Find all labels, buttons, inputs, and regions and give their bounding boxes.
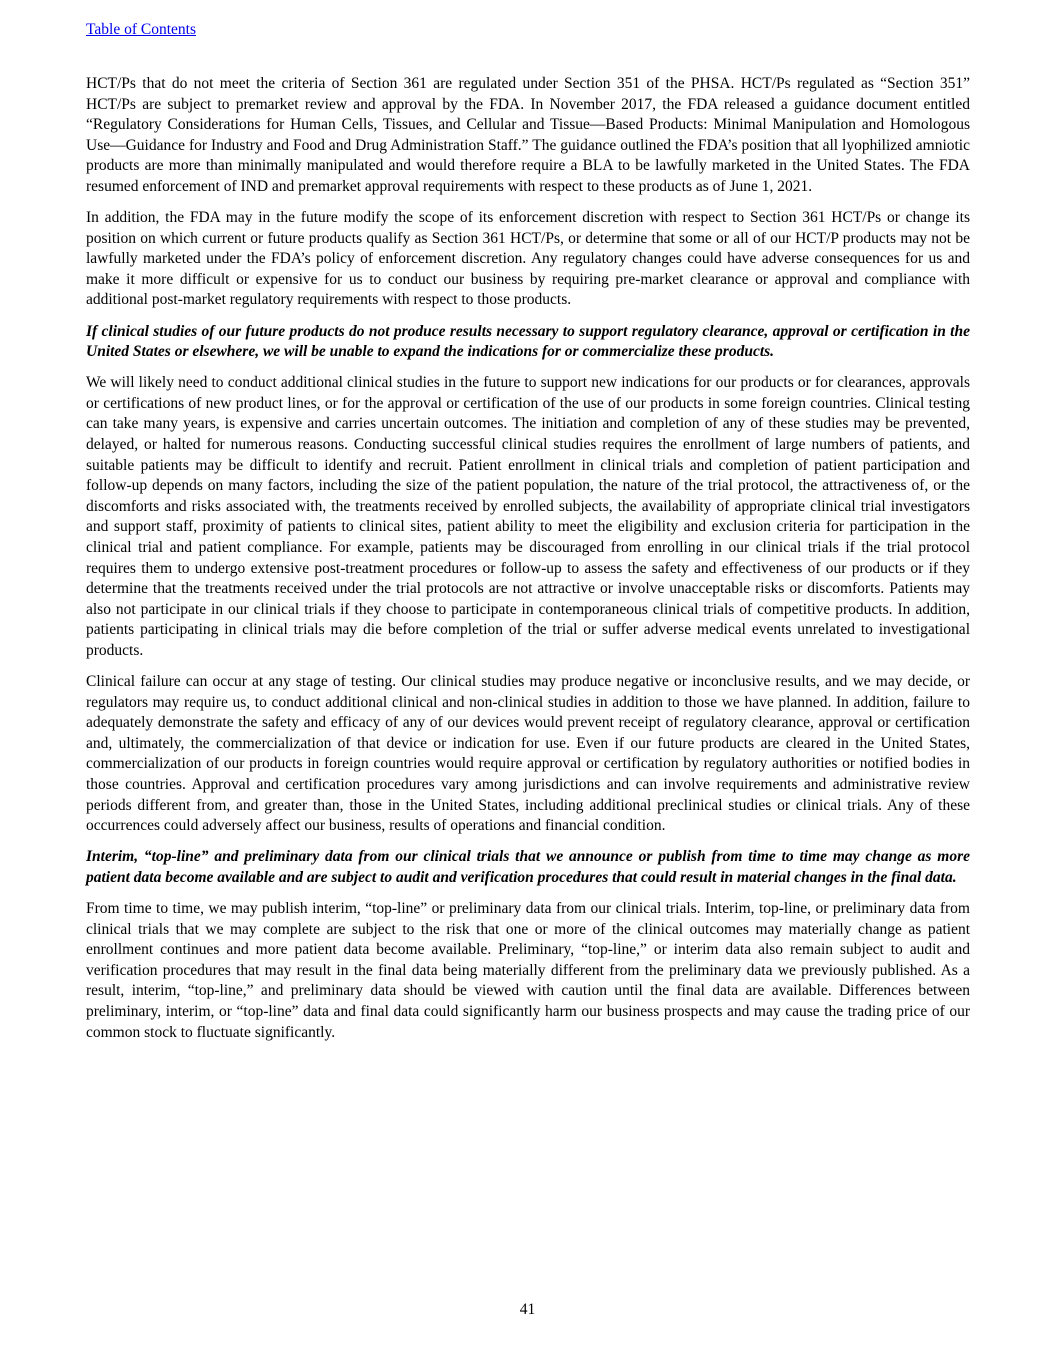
paragraph-section-351: HCT/Ps that do not meet the criteria of Section 361 are regulated under Section 351 of the PHSA. HCT/Ps regulated as “Section 351” HCT/Ps are subject to premarket review and approval by the FDA. In November 2017, the FDA released a guidance document entitled “Regulatory Considerations for Human Cells, Tissues, and Cellular and Tissue—Based Products: Minimal Manipulation and Homologous Use—Guidance for Industry and Food and Drug Administration Staff.” The guidance outlined the FDA’s position that all lyophilized amniotic products are more than minimally manipulated and would therefore require a BLA to be lawfully marketed in the United States. The FDA resumed enforcement of IND and premarket approval requirements with respect to these products as of June 1, 2021. bbox=[86, 75, 970, 195]
document-body bbox=[86, 74, 970, 1054]
page-number: 41 bbox=[519, 1301, 536, 1318]
paragraph-additional-clinical-studies: We will likely need to conduct additional clinical studies in the future to support new indications for our products or for clearances, approvals or certifications of new product lines, or for the approval or certification of the use of our products in some foreign countries. Clinical testing can take many years, is expensive and carries uncertain outcomes. The initiation and completion of any of these studies may be prevented, delayed, or halted for numerous reasons. Conducting successful clinical studies requires the enrollment of large numbers of patients, and suitable patients may be difficult to identify and recruit. Patient enrollment in clinical trials and completion of patient participation and follow-up depends on many factors, including the size of the patient population, the nature of the trial protocol, the attractiveness of, or the discomforts and risks associated with, the treatments received by enrolled subjects, the availability of appropriate clinical trial investigators and support staff, proximity of patients to clinical sites, patient ability to meet the eligibility and exclusion criteria for participation in the clinical trial and patient compliance. For example, patients may be discouraged from enrolling in our clinical trials if the trial protocol requires them to undergo extensive post-treatment procedures or follow-up to assess the safety and effectiveness of our products or if they determine that the treatments received under the trial protocols are not attractive or involve unacceptable risks or discomforts. Patients may also not participate in our clinical trials if they choose to participate in contemporaneous clinical trials of competitive products. In addition, patients participating in clinical trials may die before completion of the trial or suffer adverse medical events unrelated to investigational products. bbox=[86, 374, 970, 659]
paragraph-interim-data: From time to time, we may publish interim, “top-line” or preliminary data from our clinical trials. Interim, top-line, or preliminary data from clinical trials that we may complete are subject to the risk that one or more of the clinical outcomes may materially change as patient enrollment continues and more patient data become available. Preliminary, “top-line,” or interim data also remain subject to audit and verification procedures that may result in the final data being materially different from the preliminary data we previously published. As a result, interim, “top-line,” and preliminary data should be viewed with caution until the final data are available. Differences between preliminary, interim, or “top-line” data and final data could significantly harm our business prospects and may cause the trading price of our common stock to fluctuate significantly. bbox=[86, 899, 970, 1041]
risk-heading-clinical-studies: If clinical studies of our future products do not produce results necessary to support regulatory clearance, approval or certification in the United States or elsewhere, we will be unable to expand the indications for or commercialize these products. bbox=[86, 322, 970, 361]
table-of-contents-link[interactable]: Table of Contents bbox=[86, 21, 196, 38]
paragraph-clinical-failure: Clinical failure can occur at any stage of testing. Our clinical studies may produce negative or inconclusive results, and we may decide, or regulators may require us, to conduct additional clinical and non-clinical studies in addition to those we have planned. In addition, failure to adequately demonstrate the safety and efficacy of any of our devices would prevent receipt of regulatory clearance, approval or certification and, ultimately, the commercialization of that device or indication for use. Even if our future products are cleared in the United States, commercialization of our products in foreign countries would require approval or certification by regulatory authorities or notified bodies in those countries. Approval and certification procedures vary among jurisdictions and can involve requirements and administrative review periods different from, and greater than, those in the United States, including additional preclinical studies or clinical trials. Any of these occurrences could adversely affect our business, results of operations and financial condition. bbox=[86, 673, 970, 835]
paragraph-enforcement-discretion: In addition, the FDA may in the future modify the scope of its enforcement discretion with respect to Section 361 HCT/Ps or change its position on which current or future products qualify as Section 361 HCT/Ps, or determine that some or all of our HCT/P products may not be lawfully marketed under the FDA’s policy of enforcement discretion. Any regulatory changes could have adverse consequences for us and make it more difficult or expensive for us to conduct our business by requiring pre-market clearance or approval and compliance with additional post-market regulatory requirements with respect to those products. bbox=[86, 209, 970, 309]
risk-heading-interim-data: Interim, “top-line” and preliminary data from our clinical trials that we announce or publish from time to time may change as more patient data become available and are subject to audit and verification procedures that could result in material changes in the final data. bbox=[86, 848, 970, 886]
